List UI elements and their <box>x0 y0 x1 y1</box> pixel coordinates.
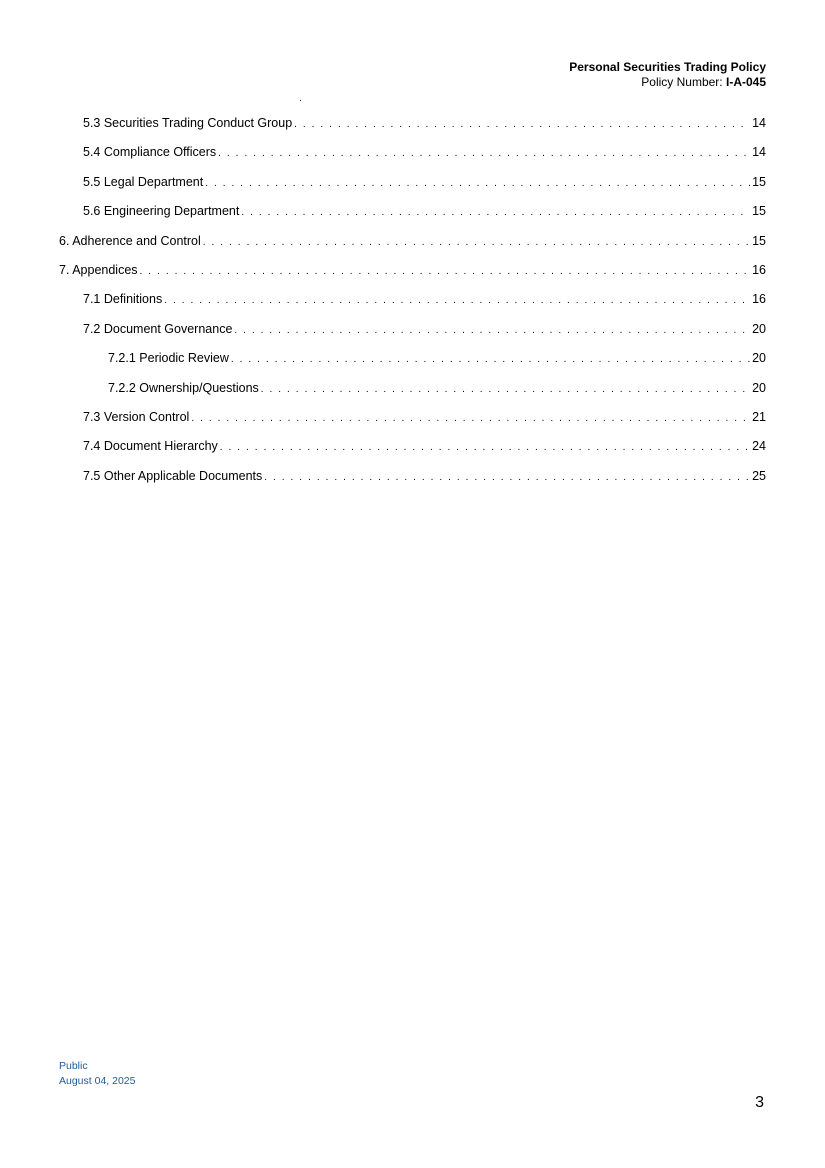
toc-entry-page: 25 <box>752 468 766 483</box>
toc-dot-leader <box>234 325 750 336</box>
toc-entry[interactable] <box>59 410 766 439</box>
toc-entry-page: 20 <box>752 380 766 395</box>
toc-entry-page: 15 <box>752 233 766 248</box>
toc-entry-page: 20 <box>752 321 766 336</box>
policy-number: I-A-045 <box>725 75 766 89</box>
stray-mark: . <box>299 93 302 104</box>
toc-entry-page: 24 <box>752 439 766 454</box>
toc-entry-page: 20 <box>752 351 766 366</box>
toc-entry-title: 5.3 Securities Trading Conduct Group <box>83 116 293 130</box>
toc-entry-title: 7.1 Definitions <box>83 292 163 307</box>
policy-number-line <box>569 75 766 90</box>
toc-dot-leader <box>218 148 750 159</box>
toc-entry-page: 14 <box>752 145 766 160</box>
page-number: 3 <box>755 1094 764 1111</box>
toc-dot-leader <box>164 295 750 306</box>
toc-dot-leader <box>140 266 751 277</box>
toc-entry[interactable] <box>59 116 766 145</box>
toc-entry-title: 7.2 Document Governance <box>83 321 233 336</box>
toc-dot-leader <box>294 119 750 130</box>
toc-entry-page: 16 <box>752 262 766 277</box>
toc-entry[interactable] <box>59 234 766 263</box>
toc-entry[interactable] <box>59 439 766 468</box>
toc-entry-title: 6. Adherence and Control <box>59 233 201 248</box>
classification-label: Public <box>59 1060 88 1072</box>
toc-entry-title: 7. Appendices <box>59 262 138 277</box>
toc-dot-leader <box>205 178 750 189</box>
toc-entry-page: 15 <box>752 174 766 189</box>
toc-entry[interactable] <box>59 322 766 351</box>
document-title: Personal Securities Trading Policy <box>569 60 766 74</box>
toc-entry[interactable] <box>59 351 766 380</box>
toc-entry-title: 7.2.1 Periodic Review <box>108 351 229 366</box>
toc-entry[interactable] <box>59 292 766 321</box>
toc-entry[interactable] <box>59 204 766 233</box>
policy-number-label: Policy Number: <box>641 75 726 89</box>
toc-dot-leader <box>191 413 750 424</box>
toc-dot-leader <box>231 354 750 365</box>
toc-entry-title: 5.4 Compliance Officers <box>83 145 217 160</box>
toc-dot-leader <box>220 442 750 453</box>
toc-entry-title: 7.4 Document Hierarchy <box>83 439 218 454</box>
toc-entry-title: 5.5 Legal Department <box>83 174 204 189</box>
toc-entry-page: 16 <box>752 292 766 307</box>
toc-entry[interactable] <box>59 263 766 292</box>
toc-entry-title: 7.2.2 Ownership/Questions <box>108 380 259 395</box>
table-of-contents <box>59 116 766 498</box>
toc-dot-leader <box>203 237 750 248</box>
toc-entry[interactable] <box>59 469 766 498</box>
toc-dot-leader <box>241 207 750 218</box>
toc-dot-leader <box>264 472 750 483</box>
toc-entry-page: 15 <box>752 204 766 219</box>
page-header <box>569 60 766 90</box>
footer-date: August 04, 2025 <box>59 1075 136 1087</box>
toc-entry[interactable] <box>59 175 766 204</box>
toc-entry-page: 21 <box>752 409 766 424</box>
toc-entry-page: 14 <box>752 116 766 130</box>
page-footer <box>59 1059 135 1089</box>
toc-entry[interactable] <box>59 381 766 410</box>
toc-entry-title: 7.3 Version Control <box>83 409 190 424</box>
toc-dot-leader <box>261 384 750 395</box>
toc-entry-title: 5.6 Engineering Department <box>83 204 240 219</box>
toc-entry[interactable] <box>59 145 766 174</box>
toc-entry-title: 7.5 Other Applicable Documents <box>83 468 263 483</box>
